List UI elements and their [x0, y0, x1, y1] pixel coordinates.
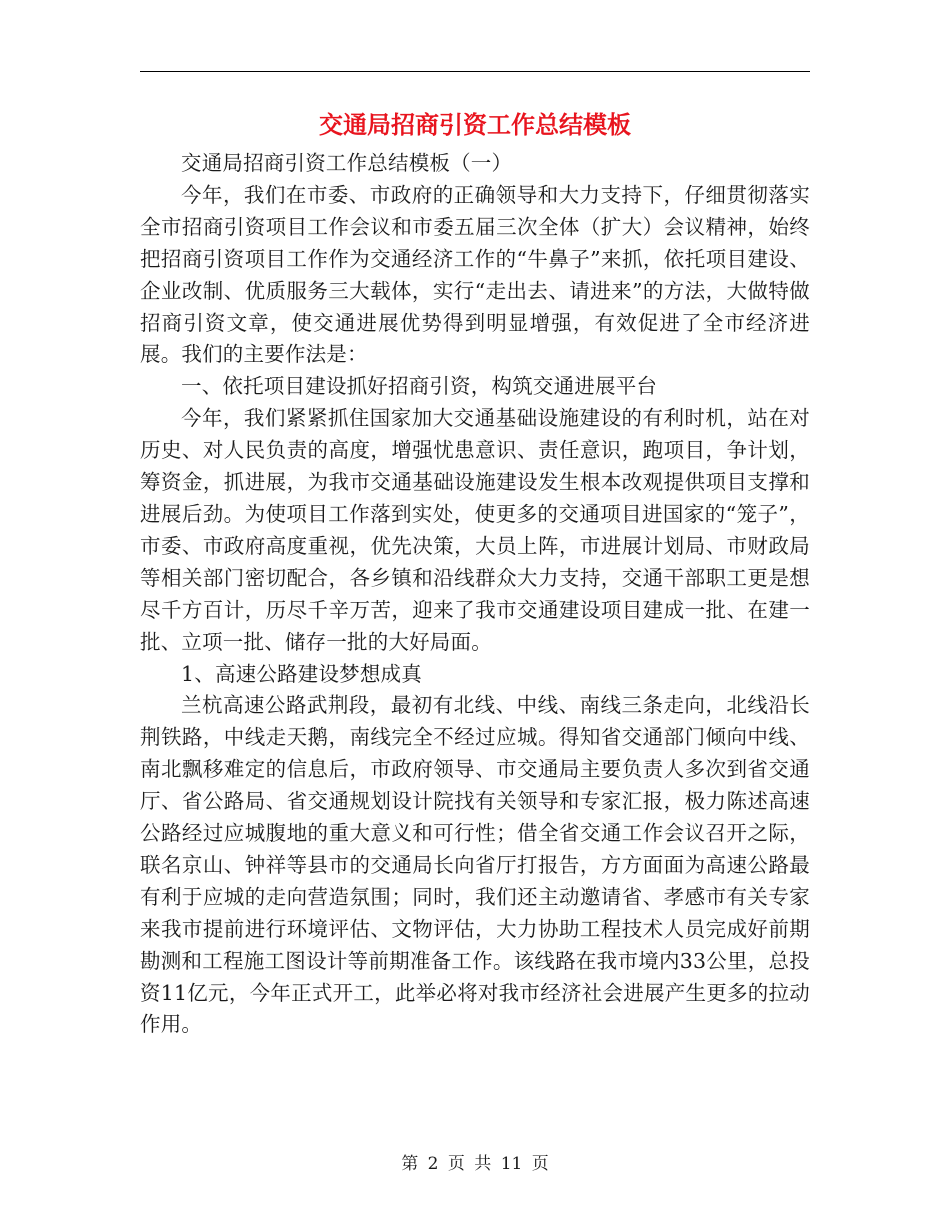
document-title: 交通局招商引资工作总结模板: [319, 111, 631, 139]
header-rule: [140, 71, 810, 72]
paragraph-projects: 今年，我们紧紧抓住国家加大交通基础设施建设的有利时机，站在对历史、对人民负责的高度，增强忧患意识、责任意识，跑项目，争计划，筹资金，抓进展，为我市交通基础设施建设发生根本改观提供项目支撑和进展后劲。为使项目工作落到实处，使更多的交通项目进国家的“笼子”，市委、市政府高度重视，优先决策，大员上阵，市进展计划局、市财政局等相关部门密切配合，各乡镇和沿线群众大力支持，交通干部职工更是想尽千方百计，历尽千辛万苦，迎来了我市交通建设项目建成一批、在建一批、立项一批、储存一批的大好局面。: [140, 406, 810, 654]
subsection-heading: 1、高速公路建设梦想成真: [181, 661, 422, 686]
section-heading: 一、依托项目建设抓好招商引资，构筑交通进展平台: [181, 374, 658, 399]
paragraph-subtitle: 交通局招商引资工作总结模板（一）: [181, 151, 513, 175]
page-number: 第 2 页 共 11 页: [401, 1154, 549, 1174]
document-body: [140, 148, 810, 1041]
paragraph-highway: 兰杭高速公路武荆段，最初有北线、中线、南线三条走向，北线沿长荆铁路，中线走天鹅，南线完全不经过应城。得知省交通部门倾向中线、南北飘移难定的信息后，市政府领导、市交通局主要负责人多次到省交通厅、省公路局、省交通规划设计院找有关领导和专家汇报，极力陈述高速公路经过应城腹地的重大意义和可行性；借全省交通工作会议召开之际，联名京山、钟祥等县市的交通局长向省厅打报告，方方面面为高速公路最有利于应城的走向营造氛围；同时，我们还主动邀请省、孝感市有关专家来我市提前进行环境评估、文物评估，大力协助工程技术人员完成好前期勘测和工程施工图设计等前期准备工作。该线路在我市境内33公里，总投资11亿元，今年正式开工，此举必将对我市经济社会进展产生更多的拉动作用。: [140, 693, 810, 1037]
paragraph-intro: 今年，我们在市委、市政府的正确领导和大力支持下，仔细贯彻落实全市招商引资项目工作会议和市委五届三次全体（扩大）会议精神，始终把招商引资项目工作作为交通经济工作的“牛鼻子”来抓，依托项目建设、企业改制、优质服务三大载体，实行“走出去、请进来”的方法，大做特做招商引资文章，使交通进展优势得到明显增强，有效促进了全市经济进展。我们的主要作法是：: [140, 182, 810, 367]
